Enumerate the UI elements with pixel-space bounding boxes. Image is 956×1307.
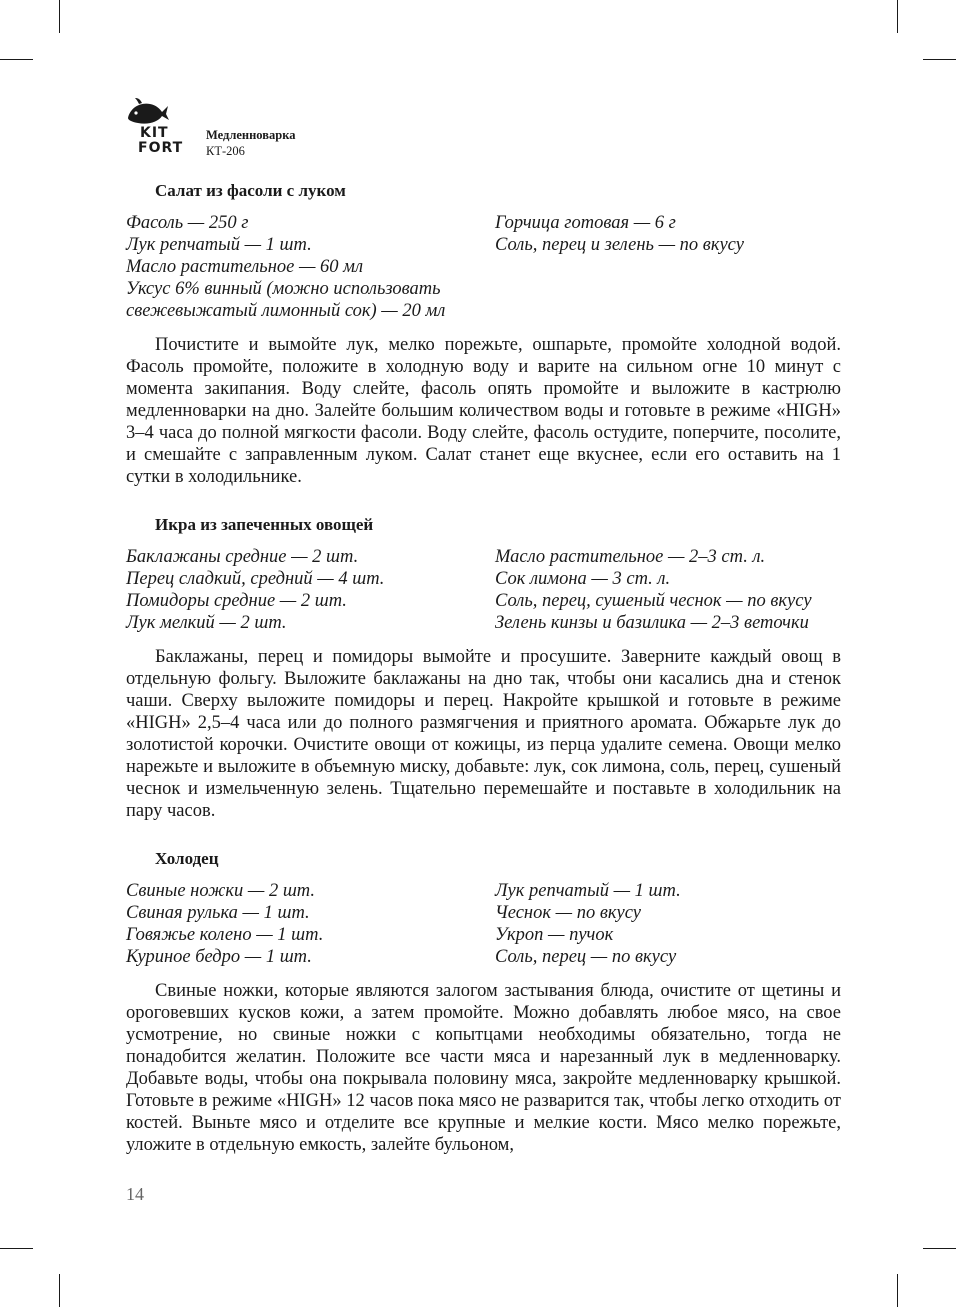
ingredient: Зелень кинзы и базилика — 2–3 веточки	[495, 613, 809, 633]
brand-name-line1: KIT	[140, 125, 169, 141]
recipe-instructions: Почистите и вымойте лук, мелко порежьте, ошпарьте, промойте холодной водой. Фасоль промойте, положите в холодную воду и варите на сильном огне 10 минут с момента закипания. Воду слейте, фасоль опять промойте и выложите в кастрюлю медленноварки на дно. Залейте большим количеством воды и готовьте в режиме «HIGH» 3–4 часа до полной мягкости фасоли. Воду слейте, фасоль остудите, поперчите, посолите, и смешайте с заправленным луком. Салат станет еще вкуснее, если его оставить на 1 сутки в холодильнике.	[126, 335, 841, 487]
ingredient: Лук мелкий — 2 шт.	[126, 613, 287, 633]
ingredients-list	[126, 880, 841, 968]
ingredient: Фасоль — 250 г	[126, 213, 249, 233]
ingredients-right	[495, 546, 812, 634]
ingredients-left	[126, 880, 495, 968]
ingredients-list	[126, 546, 841, 634]
ingredients-left	[126, 212, 495, 322]
crop-mark	[59, 1274, 60, 1307]
ingredients-list	[126, 212, 841, 322]
ingredient: Соль, перец, сушеный чеснок — по вкусу	[495, 591, 812, 611]
ingredient: Лук репчатый — 1 шт.	[495, 881, 681, 901]
ingredient: Баклажаны средние — 2 шт.	[126, 547, 359, 567]
ingredient: Свиные ножки — 2 шт.	[126, 881, 315, 901]
page-content	[126, 178, 841, 1180]
ingredient: Уксус 6% винный (можно использовать	[126, 279, 441, 299]
page-number: 14	[126, 1184, 144, 1204]
crop-mark	[897, 1274, 898, 1307]
ingredient: Помидоры средние — 2 шт.	[126, 591, 347, 611]
page-header	[126, 96, 426, 156]
recipe-bean-salad	[126, 178, 841, 488]
product-info	[206, 127, 295, 159]
ingredient: Куриное бедро — 1 шт.	[126, 947, 312, 967]
ingredient: Соль, перец — по вкусу	[495, 947, 677, 967]
ingredient: Укроп — пучок	[495, 925, 614, 945]
brand-logo	[126, 96, 190, 156]
crop-mark	[923, 59, 956, 60]
ingredient: Чеснок — по вкусу	[495, 903, 642, 923]
ingredient: Масло растительное — 60 мл	[126, 257, 364, 277]
whale-icon	[126, 96, 170, 126]
ingredient: свежевыжатый лимонный сок) — 20 мл	[126, 301, 446, 321]
crop-mark	[897, 0, 898, 33]
product-name: Медленноварка	[206, 128, 296, 142]
recipe-title: Икра из запеченных овощей	[155, 515, 374, 534]
crop-mark	[59, 0, 60, 33]
ingredient: Говяжье колено — 1 шт.	[126, 925, 324, 945]
ingredient: Соль, перец и зелень — по вкусу	[495, 235, 744, 255]
recipe-title: Салат из фасоли с луком	[155, 181, 346, 200]
ingredient: Свиная рулька — 1 шт.	[126, 903, 310, 923]
ingredient: Перец сладкий, средний — 4 шт.	[126, 569, 385, 589]
crop-mark	[0, 1248, 33, 1249]
brand-name-line2: FORT	[138, 140, 184, 156]
ingredient: Масло растительное — 2–3 ст. л.	[495, 547, 766, 567]
recipe-aspic	[126, 846, 841, 1156]
ingredients-right	[495, 212, 744, 322]
recipe-instructions: Свиные ножки, которые являются залогом застывания блюда, очистите от щетины и ороговевших кусков кожи, а затем промойте. Можно добавлять любое мясо, на свое усмотрение, но свиные ножки с копытцами необходимы обязательно, тогда не понадобится желатин. Положите все части мяса и нарезанный лук в медленноварку. Добавьте воды, чтобы она покрывала половину мяса, закройте медленноварку крышкой. Готовьте в режиме «HIGH» 12 часов пока мясо не разварится так, чтобы легко отходить от костей. Выньте мясо и отделите все крупные и мелкие кости. Мясо мелко порежьте, уложите в отдельную емкость, залейте бульоном,	[126, 981, 841, 1155]
ingredient: Сок лимона — 3 ст. л.	[495, 569, 671, 589]
crop-mark	[923, 1248, 956, 1249]
ingredient: Лук репчатый — 1 шт.	[126, 235, 312, 255]
recipe-title: Холодец	[155, 849, 219, 868]
recipe-vegetable-caviar	[126, 512, 841, 822]
crop-mark	[0, 59, 33, 60]
ingredients-left	[126, 546, 495, 634]
ingredients-right	[495, 880, 681, 968]
ingredient: Горчица готовая — 6 г	[495, 213, 676, 233]
recipe-instructions: Баклажаны, перец и помидоры вымойте и просушите. Заверните каждый овощ в отдельную фольгу. Выложите баклажаны на дно так, чтобы они касались дна и стенок чаши. Сверху выложите помидоры и перец. Накройте крышкой и готовьте в режиме «HIGH» 2,5–4 часа или до полного размягчения и приятного аромата. Обжарьте лук до золотистой корочки. Очистите овощи от кожицы, из перца удалите семена. Овощи мелко нарежьте и выложите в объемную миску, добавьте: лук, сок лимона, соль, перец, сушеный чеснок и измельченную зелень. Тщательно перемешайте и поставьте в холодильник на пару часов.	[126, 647, 841, 821]
product-model: КТ-206	[206, 144, 245, 158]
